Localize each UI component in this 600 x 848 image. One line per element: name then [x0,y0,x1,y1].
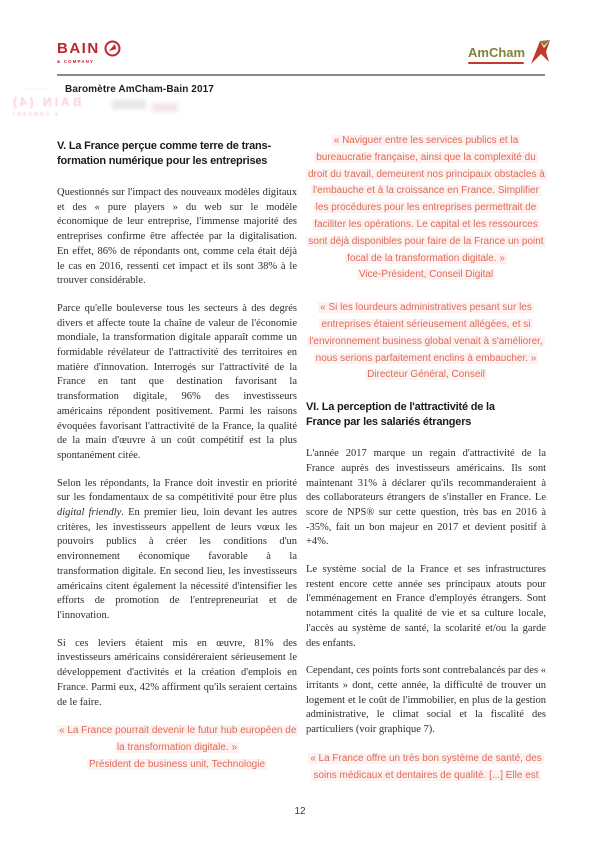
quote-text: « Si les lourdeurs administratives pesant sur les entreprises étaient sérieusement allégées, et si l'environnement business global venait à s'améliorer, nous serions parfaitement enclins à embaucher. » [309,302,543,364]
print-bleed-artifact [152,103,178,112]
paragraph: Cependant, ces points forts sont contrebalancés par des « irritants » dont, cette année, la difficulté de trouver un logement et le coût de l'immobilier, en plus de la gestion administrative, le climat social et la fiscalité des particuliers (voir graphique 7). [306,665,546,736]
paragraph: Selon les répondants, la France doit investir en priorité sur les fondamentaux de sa compétitivité pour être plus digital friendly. En premier lieu, loin devant les autres critères, les investisseurs appellent de leurs vœux les pouvoirs publics à créer les conditions d'un environnement économique favorable à la transformation digitale. En second lieu, les investisseurs américains citent également la nécessité d'intensifier les efforts de promotion de l'entrepreneuriat et de l'innovation. [57,477,297,621]
quote-text: « La France offre un très bon système de santé, des soins médicaux et dentaires de qualité. [...] Elle est [310,752,542,781]
bain-compass-icon [104,40,121,62]
paragraph: Questionnés sur l'impact des nouveaux modèles digitaux et des « pure players » du web sur le modèle économique de leur entreprise, l'immense majorité des entreprises confirme être affectée par la digitalisation. En effet, 86% de répondants ont, comme cela était déjà le cas en 2016, ressenti cet impact et ils sont 38% à le trouver considérable. [57,187,297,287]
right-column [306,133,546,784]
paragraph: Si ces leviers étaient mis en œuvre, 81% des investisseurs américains considéreraient sérieusement le développement d'activités et la création d'emplois en France. Parmi eux, 42% affirment qu'ils seraient certains de le faire. [57,637,297,708]
paragraph: L'année 2017 marque un regain d'attractivité de la France auprès des investisseurs américains. Ils sont maintenant 31% à déclarer qu'ils recommanderaient à des collaborateurs étrangers de s'installer en France. Le score de NPS® sur cette question, très bas en 2016 à -35%, fait un bon majeur en 2017 et devient positif à +4%. [306,448,546,548]
quote-text: « La France pourrait devenir le futur hub européen de la transformation digitale. » [59,725,297,753]
header-divider [57,74,545,76]
left-column [57,139,297,774]
amcham-figure-icon [527,38,553,71]
quote-text: « Naviguer entre les services publics et la bureaucratie française, ainsi que la complexité du droit du travail, demeurent nos principaux obstacles à l'embauche et à la croissance en France. Simplifier les procédures pour les entreprises permettrait de faciliter les opérations. Le capital et les ressources sont déjà disponibles pour faire de la France un point focal de la transformation digitale. » [308,135,545,264]
document-title: Baromètre AmCham-Bain 2017 [65,84,214,95]
print-bleed-artifact: ....... .. [22,84,62,91]
amcham-logo [468,38,553,71]
amcham-tagline-bar [468,62,524,64]
quote-attribution: Vice-Président, Conseil Digital [358,269,494,281]
bain-logo-subtext: & COMPANY [57,59,95,64]
amcham-logo-text: AmCham [468,44,526,60]
section-v-heading: V. La France perçue comme terre de trans- formation numérique pour les entreprises [57,140,271,167]
quote-attribution: Directeur Général, Conseil [367,369,485,381]
print-bleed-artifact: BAIN (4) [10,95,82,109]
bain-logo-text: BAIN [57,40,100,57]
quote-attribution: Président de business unit, Technologie [88,758,266,770]
paragraph: Parce qu'elle bouleverse tous les secteurs à des degrés divers et affecte toute la chaîne de valeur de l'économie mondiale, la transformation digitale apparaît comme un formidable révélateur de l'attractivité des territoires en matière d'innovation. Interrogés sur l'attractivité de la France en tant que destination favorisant la transformation digitale, 96% des investisseurs américains répondent positivement. Parmi les raisons évoquées favorisant l'attractivité de la France, la qualité de la main d'œuvre à un coût compétitif est la plus spontanément citée. [57,302,297,461]
pull-quote [57,723,297,773]
print-bleed-artifact [112,100,146,109]
page-number: 12 [294,806,306,817]
bain-company-logo [57,40,121,64]
print-bleed-artifact: & COMPANY [10,112,59,118]
pull-quote [306,133,546,284]
pull-quote [306,751,546,785]
italic-term: digital friendly [57,507,122,519]
pull-quote [306,300,546,384]
section-vi-heading: VI. La perception de l'attractivité de la France par les salariés étrangers [306,401,495,429]
paragraph: Le système social de la France et ses infrastructures restent encore cette année ses principaux atouts pour l'emménagement en France d'employés étrangers. Sont notamment cités la qualité de vie et sa culture locale, l'accès au système de santé, la scolarité et/ou la garde des enfants. [306,564,546,649]
